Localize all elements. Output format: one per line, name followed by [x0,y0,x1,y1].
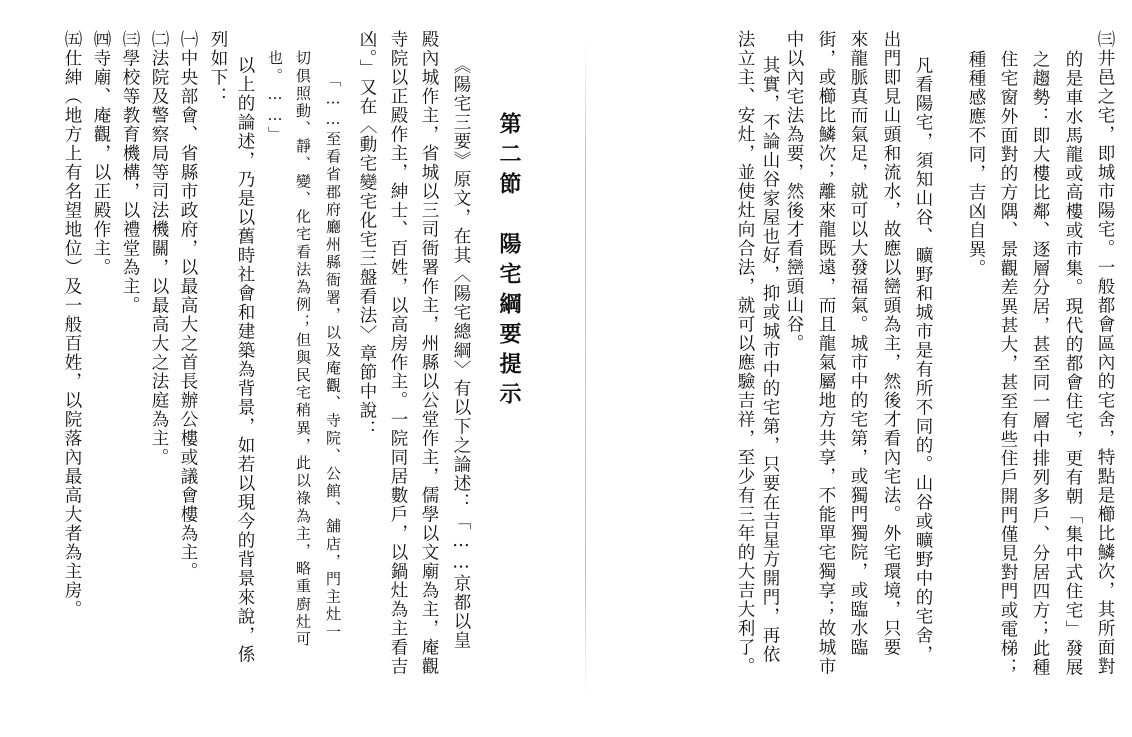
text-column: 其實，不論山谷家屋也好，抑或城市中的宅第，只要在吉星方開門，再依 [760,56,780,664]
text-column: 列如下： [208,30,228,106]
text-column: 出門即見山頭和流水，故應以巒頭為主，然後才看內宅法。外宅環境，只要 [881,30,901,657]
list-item: ㈤仕紳（地方上有名望地位）及一般百姓，以院落內最高大者為主房。 [62,30,82,619]
text-column: 來龍脈真而氣足，就可以大發福氣。城市中的宅第，或獨門獨院，或臨水臨 [848,30,868,657]
text-column: 街，或櫛比鱗次；離來龍既遠，而且龍氣屬地方共享，不能單宅獨享；故城市 [816,30,836,676]
list-item: ㈢學校等教育機構，以禮堂為主。 [120,30,140,315]
list-item: ㈡法院及警察局等司法機關，以最高大之法庭為主。 [149,30,169,467]
text-column: 《陽宅三要》原文，在其〈陽宅總綱〉有以下之論述：「……京都以皇 [451,56,471,650]
text-column: 凶。」又在〈動宅變宅化宅三盤看法〉章節中說： [357,30,377,440]
text-column: 寺院以正殿作主，紳士、百姓，以高房作主。一院同居數戶，以鍋灶為主看吉 [388,30,408,676]
text-column: 種種感應不同，吉凶自異。 [966,50,986,278]
text-column: 中以內宅法為要，然後才看巒頭山谷。 [784,30,804,353]
text-column: 凡看陽宅，須知山谷、曠野和城市是有所不同的。山谷或曠野中的宅舍， [913,56,933,664]
list-item: ㈠中央部會、省縣市政府，以最高大之首長辦公樓或議會樓為主。 [178,30,198,581]
quote-column: 切俱照動、靜、變、化宅看法為例；但與民宅稍異，此以祿為主，略重廚灶可 [294,50,312,649]
text-column: 殿內城作主，省城以三司衙署作主，州縣以公堂作主，儒學以文廟為主，庵觀 [419,30,439,676]
list-item: ㈣寺廟、庵觀，以正殿作主。 [91,30,111,277]
text-column: 以上的論述，乃是以舊時社會和建築為背景，如若以現今的背景來說，係 [235,56,255,664]
text-column: 之趨勢：即大樓比鄰、逐層分居，甚至同一層中排列多戶、分居四方；此種 [1030,50,1050,677]
section-heading: 第二節 陽宅綱要提示 [496,112,522,412]
text-column: 的是車水馬龍或高樓或市集。現代的都會住宅，更有朝「集中式住宅」發展 [1063,50,1083,677]
page-gutter [585,40,586,700]
text-column: 法立主、安灶，並使灶向合法，就可以應驗吉祥，至少有三年的大吉大利了。 [735,30,755,676]
text-column: 住宅窗外面對的方隅、景觀差異甚大，甚至有些住戶開門僅見對門或電梯； [998,50,1018,677]
quote-column: 也。……」 [266,50,284,144]
text-column: ㈢井邑之宅，即城市陽宅。一般都會區內的宅舍，特點是櫛比鱗次，其所面對 [1095,30,1115,676]
quote-column: 「……至看省郡府廳州縣衙署，以及庵觀、寺院、公館、舖店，門主灶一 [324,72,342,642]
